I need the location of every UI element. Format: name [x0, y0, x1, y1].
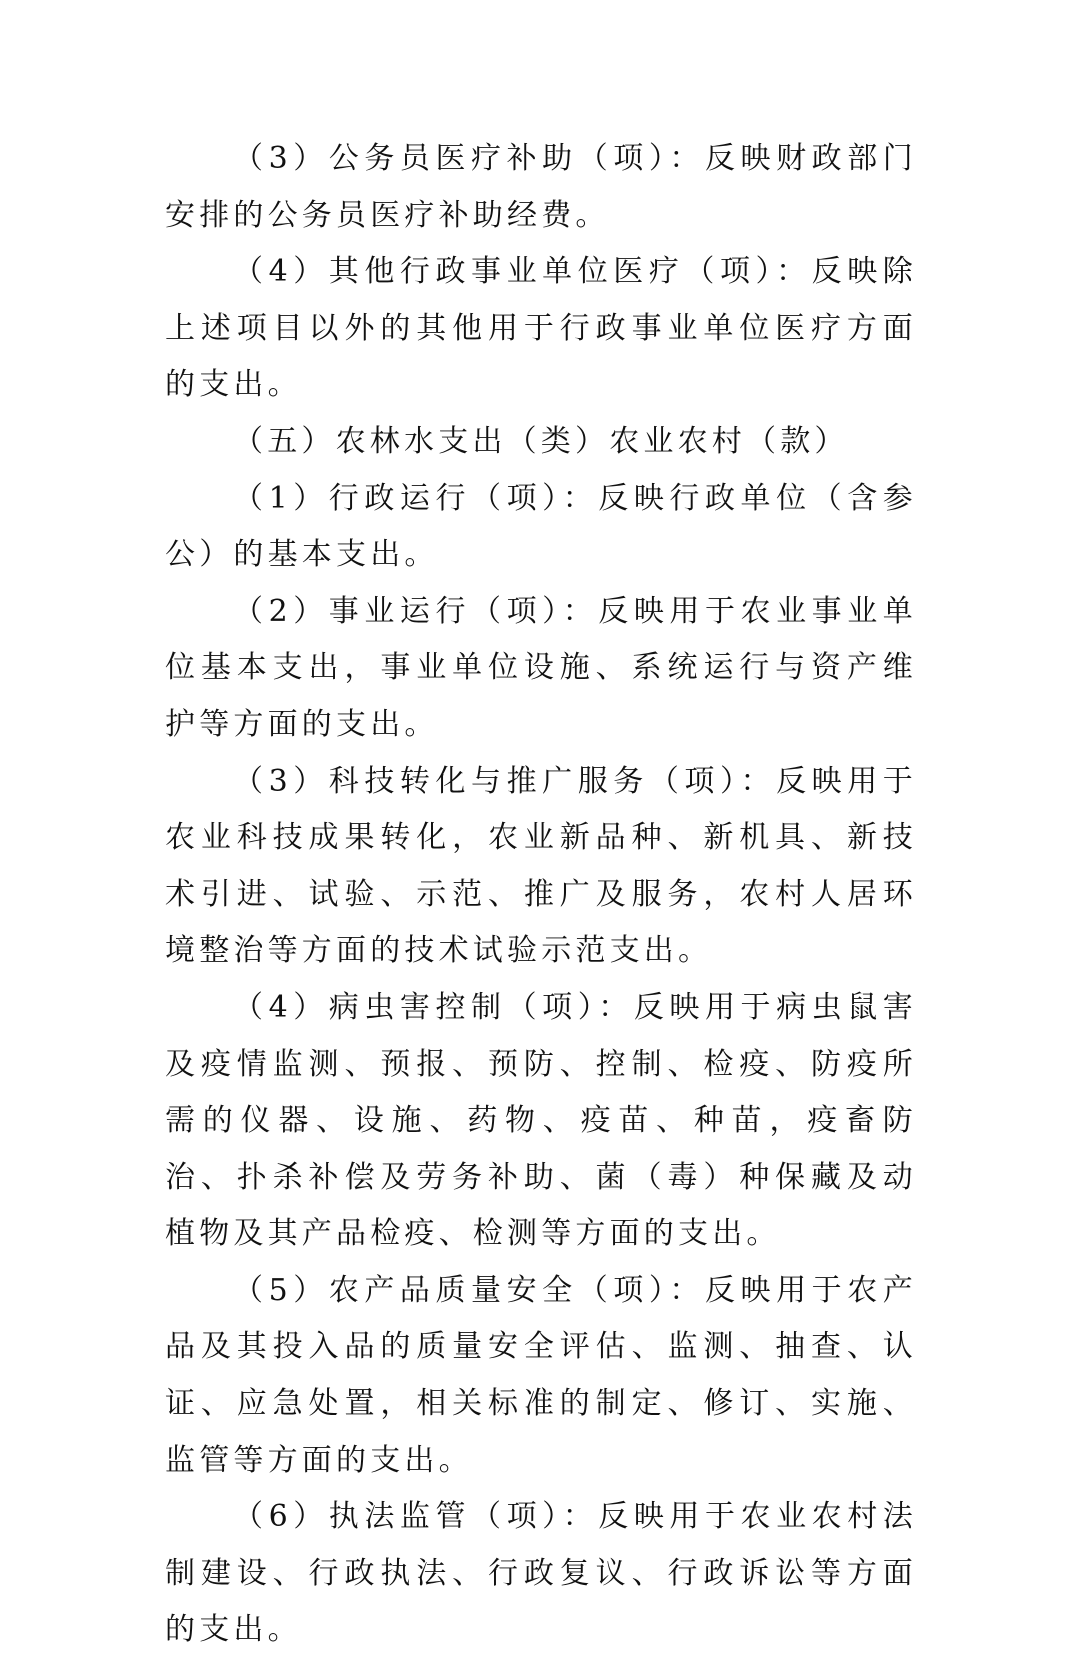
paragraph-administrative-operation: （1）行政运行（项）：反映行政单位（含参公）的基本支出。: [165, 480, 917, 573]
paragraph-law-enforcement: （6）执法监管（项）：反映用于农业农村法制建设、行政执法、行政复议、行政诉讼等方面的支出。: [165, 1499, 917, 1648]
section-heading-agriculture-forestry-water: （五）农林水支出（类）农业农村（款）: [233, 423, 849, 459]
paragraph-civil-servant-medical-subsidy: （3）公务员医疗补助（项）：反映财政部门安排的公务员医疗补助经费。: [165, 141, 917, 233]
paragraph-pest-control: （4）病虫害控制（项）：反映用于病虫鼠害及疫情监测、预报、预防、控制、检疫、防疫所需的仪器、设施、药物、疫苗、种苗，疫畜防治、扑杀补偿及劳务补助、菌（毒）种保藏及动植物及其产品检疫、检测等方面的支出。: [165, 989, 917, 1252]
paragraph-other-institution-medical: （4）其他行政事业单位医疗（项）：反映除上述项目以外的其他用于行政事业单位医疗方面的支出。: [165, 254, 917, 403]
paragraph-product-quality-safety: （5）农产品质量安全（项）：反映用于农产品及其投入品的质量安全评估、监测、抽查、认证、应急处置，相关标准的制定、修订、实施、监管等方面的支出。: [165, 1272, 917, 1478]
document-body: [165, 131, 917, 1659]
paragraph-institution-operation: （2）事业运行（项）：反映用于农业事业单位基本支出，事业单位设施、系统运行与资产维护等方面的支出。: [165, 593, 917, 742]
paragraph-technology-transfer: （3）科技转化与推广服务（项）：反映用于农业科技成果转化，农业新品种、新机具、新技术引进、试验、示范、推广及服务，农村人居环境整治等方面的技术试验示范支出。: [165, 763, 917, 969]
